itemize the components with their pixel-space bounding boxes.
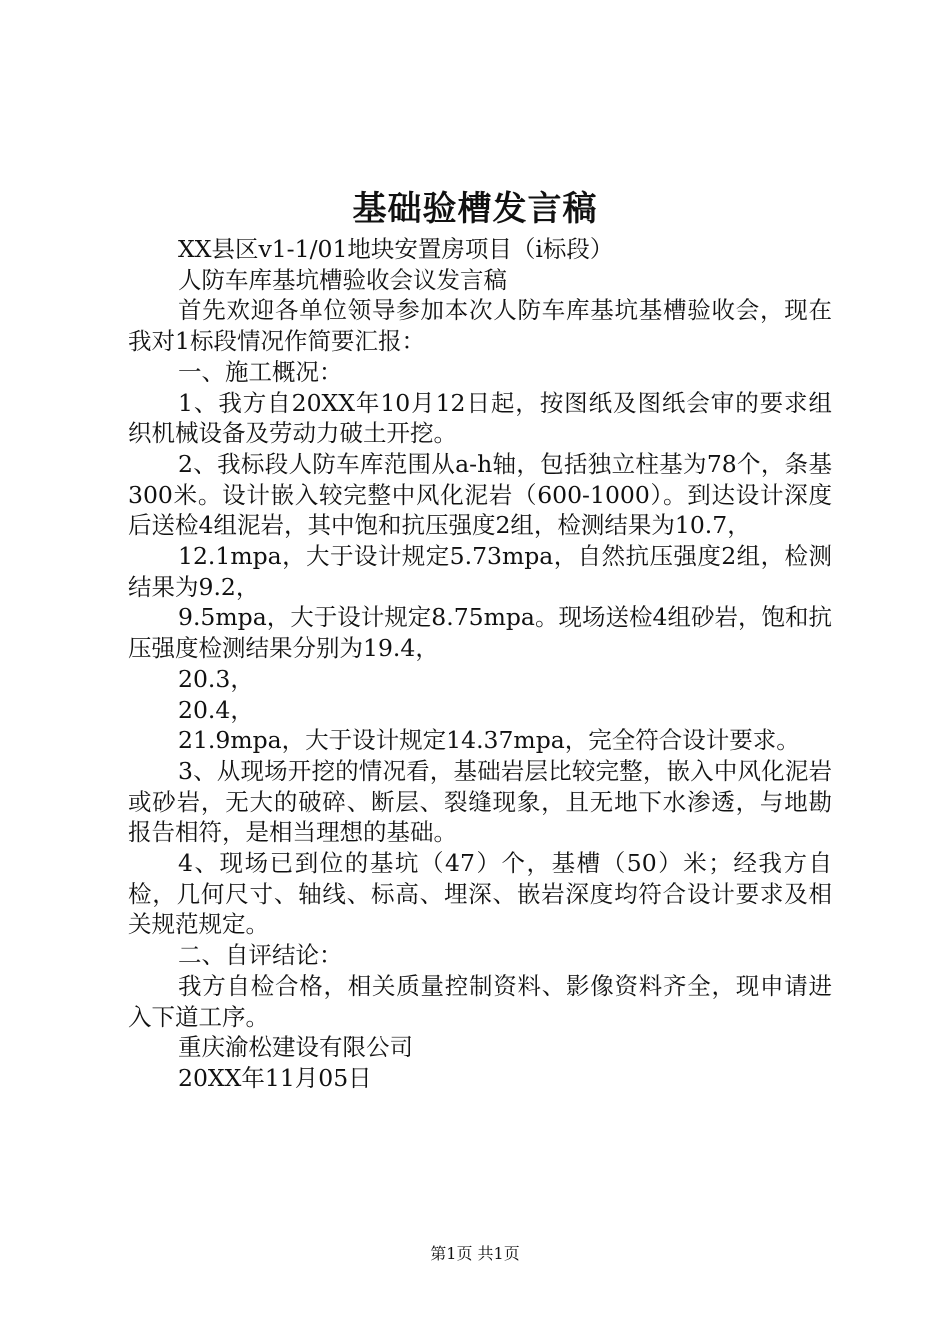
paragraph-item-2-value-b: 20.4，: [178, 695, 254, 724]
paragraph-item-2-cont-c: 21.9mpa，大于设计规定14.37mpa，完全符合设计要求。: [178, 726, 800, 755]
paragraph-item-2-cont-b: 9.5mpa，大于设计规定8.75mpa。现场送检4组砂岩，饱和抗压强度检测结果分别为19.4，: [128, 603, 832, 663]
document-body: [128, 234, 832, 1094]
section-heading-overview: 一、施工概况：: [178, 357, 343, 386]
paragraph-item-2-value-a: 20.3，: [178, 664, 254, 693]
paragraph-subtitle: 人防车库基坑槽验收会议发言稿: [178, 265, 507, 294]
document-title: 基础验槽发言稿: [352, 189, 598, 229]
signature-date: 20XX年11月05日: [178, 1063, 372, 1092]
paragraph-item-3: 3、从现场开挖的情况看，基础岩层比较完整，嵌入中风化泥岩或砂岩，无大的破碎、断层、裂缝现象，且无地下水渗透，与地勘报告相符，是相当理想的基础。: [128, 756, 832, 847]
section-heading-conclusion: 二、自评结论：: [178, 941, 343, 970]
paragraph-item-2: 2、我标段人防车库范围从a-h轴，包括独立柱基为78个，条基300米。设计嵌入较完整中风化泥岩（600-1000）。到达设计深度后送检4组泥岩，其中饱和抗压强度2组，检测结果为10.7，: [128, 449, 832, 540]
signature-company: 重庆渝松建设有限公司: [178, 1033, 413, 1062]
page-footer: 第1页 共1页: [430, 1244, 520, 1263]
paragraph-item-4: 4、现场已到位的基坑（47）个，基槽（50）米；经我方自检，几何尺寸、轴线、标高、埋深、嵌岩深度均符合设计要求及相关规范规定。: [128, 849, 832, 939]
paragraph-conclusion: 我方自检合格，相关质量控制资料、影像资料齐全，现申请进入下道工序。: [128, 971, 832, 1031]
paragraph-item-2-cont-a: 12.1mpa，大于设计规定5.73mpa，自然抗压强度2组，检测结果为9.2，: [128, 542, 832, 601]
paragraph-item-1: 1、我方自20XX年10月12日起，按图纸及图纸会审的要求组织机械设备及劳动力破土开挖。: [128, 388, 832, 448]
paragraph-project: XX县区v1-1/01地块安置房项目（i标段）: [178, 235, 614, 263]
paragraph-intro: 首先欢迎各单位领导参加本次人防车库基坑基槽验收会，现在我对1标段情况作简要汇报：: [128, 296, 832, 356]
